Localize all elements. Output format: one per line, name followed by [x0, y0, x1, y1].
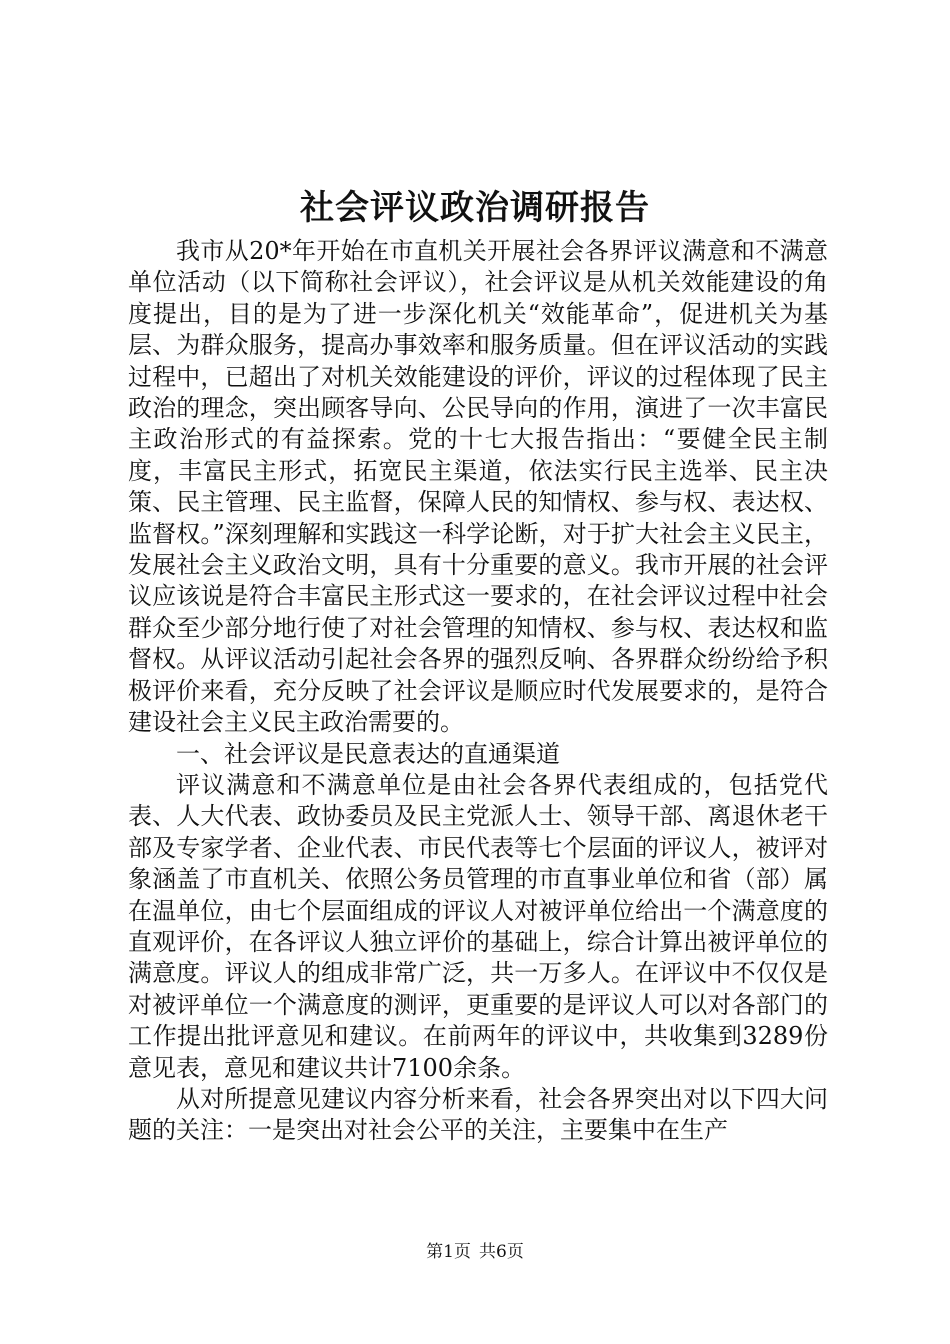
section-heading: 一、社会评议是民意表达的直通渠道	[176, 739, 560, 768]
document-body	[128, 236, 828, 1147]
document-title: 社会评议政治调研报告	[300, 188, 650, 228]
section-paragraph-2: 从对所提意见建议内容分析来看，社会各界突出对以下四大问题的关注：一是突出对社会公平的关注，主要集中在生产	[128, 1084, 828, 1145]
page-footer	[0, 1241, 950, 1263]
section-paragraph-1: 评议满意和不满意单位是由社会各界代表组成的，包括党代表、人大代表、政协委员及民主党派人士、领导干部、离退休老干部及专家学者、企业代表、市民代表等七个层面的评议人，被评对象涵盖了市直机关、依照公务员管理的市直事业单位和省（部）属在温单位，由七个层面组成的评议人对被评单位给出一个满意度的直观评价，在各评议人独立评价的基础上，综合计算出被评单位的满意度。评议人的组成非常广泛，共一万多人。在评议中不仅仅是对被评单位一个满意度的测评，更重要的是评议人可以对各部门的工作提出批评意见和建议。在前两年的评议中，共收集到3289份意见表，意见和建议共计7100余条。	[128, 770, 828, 1082]
page-number-current: 第1页	[426, 1242, 471, 1262]
page-number-total: 共6页	[479, 1242, 524, 1262]
intro-paragraph: 我市从20*年开始在市直机关开展社会各界评议满意和不满意单位活动（以下简称社会评议），社会评议是从机关效能建设的角度提出，目的是为了进一步深化机关“效能革命”，促进机关为基层、为群众服务，提高办事效率和服务质量。但在评议活动的实践过程中，已超出了对机关效能建设的评价，评议的过程体现了民主政治的理念，突出顾客导向、公民导向的作用，演进了一次丰富民主政治形式的有益探索。党的十七大报告指出：“要健全民主制度，丰富民主形式，拓宽民主渠道，依法实行民主选举、民主决策、民主管理、民主监督，保障人民的知情权、参与权、表达权、监督权。”深刻理解和实践这一科学论断，对于扩大社会主义民主，发展社会主义政治文明，具有十分重要的意义。我市开展的社会评议应该说是符合丰富民主形式这一要求的，在社会评议过程中社会群众至少部分地行使了对社会管理的知情权、参与权、表达权和监督权。从评议活动引起社会各界的强烈反响、各界群众纷纷给予积极评价来看，充分反映了社会评议是顺应时代发展要求的，是符合建设社会主义民主政治需要的。	[128, 237, 828, 737]
